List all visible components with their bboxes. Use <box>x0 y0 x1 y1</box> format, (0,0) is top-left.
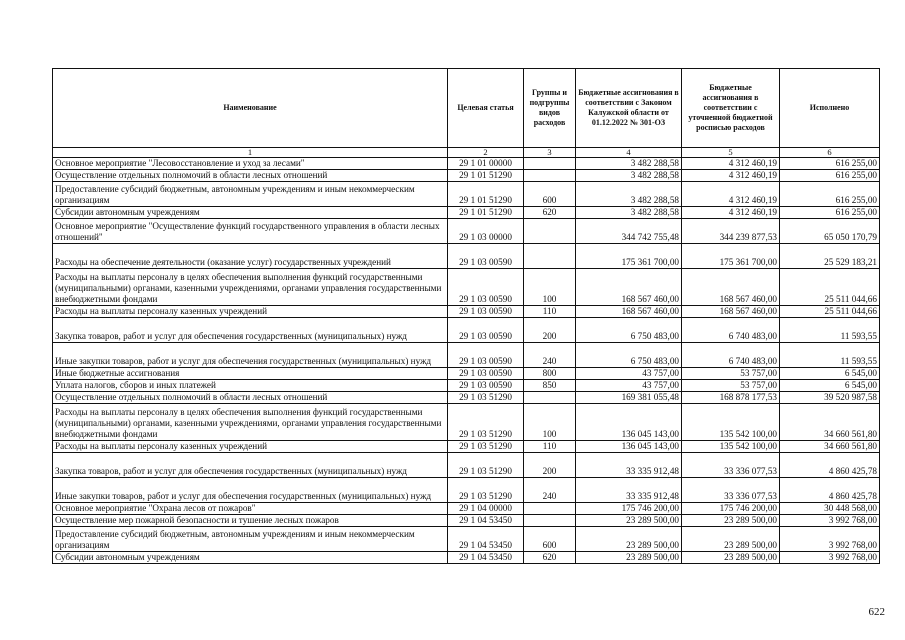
expense-group: 110 <box>524 306 576 318</box>
executed-amount: 616 255,00 <box>780 170 880 182</box>
table-row <box>53 552 880 564</box>
target-article: 29 1 03 51290 <box>448 404 524 441</box>
table-row <box>53 244 880 269</box>
law-allocation: 136 045 143,00 <box>576 404 682 441</box>
executed-amount: 39 520 987,58 <box>780 392 880 404</box>
page-number: 622 <box>868 606 885 618</box>
header-expense-groups: Группы и подгруппы видов расходов <box>524 69 576 148</box>
target-article: 29 1 03 00590 <box>448 343 524 368</box>
table-row <box>53 368 880 380</box>
expense-group: 100 <box>524 269 576 306</box>
expense-group: 800 <box>524 368 576 380</box>
header-name: Наименование <box>53 69 448 148</box>
law-allocation: 3 482 288,58 <box>576 182 682 207</box>
law-allocation: 43 757,00 <box>576 380 682 392</box>
row-name: Иные закупки товаров, работ и услуг для обеспечения государственных (муниципальных) нужд <box>53 343 448 368</box>
row-name: Основное мероприятие "Осуществление функций государственного управления в области лесных отношений" <box>53 219 448 244</box>
row-name: Осуществление отдельных полномочий в области лесных отношений <box>53 170 448 182</box>
row-name: Основное мероприятие "Охрана лесов от пожаров" <box>53 503 448 515</box>
executed-amount: 616 255,00 <box>780 158 880 170</box>
executed-amount: 3 992 768,00 <box>780 527 880 552</box>
refined-allocation: 135 542 100,00 <box>682 441 780 453</box>
refined-allocation: 23 289 500,00 <box>682 527 780 552</box>
law-allocation: 168 567 460,00 <box>576 306 682 318</box>
law-allocation: 175 361 700,00 <box>576 244 682 269</box>
executed-amount: 11 593,55 <box>780 343 880 368</box>
expense-group: 600 <box>524 527 576 552</box>
column-number: 2 <box>448 148 524 158</box>
law-allocation: 43 757,00 <box>576 368 682 380</box>
table-row <box>53 182 880 207</box>
row-name: Закупка товаров, работ и услуг для обеспечения государственных (муниципальных) нужд <box>53 318 448 343</box>
executed-amount: 34 660 561,80 <box>780 404 880 441</box>
executed-amount: 34 660 561,80 <box>780 441 880 453</box>
target-article: 29 1 03 00590 <box>448 244 524 269</box>
executed-amount: 616 255,00 <box>780 182 880 207</box>
executed-amount: 3 992 768,00 <box>780 515 880 527</box>
refined-allocation: 4 312 460,19 <box>682 170 780 182</box>
table-row <box>53 306 880 318</box>
refined-allocation: 4 312 460,19 <box>682 158 780 170</box>
law-allocation: 23 289 500,00 <box>576 515 682 527</box>
expense-group: 110 <box>524 441 576 453</box>
executed-amount: 4 860 425,78 <box>780 478 880 503</box>
target-article: 29 1 03 00590 <box>448 380 524 392</box>
table-row <box>53 219 880 244</box>
table-row <box>53 158 880 170</box>
refined-allocation: 175 361 700,00 <box>682 244 780 269</box>
law-allocation: 3 482 288,58 <box>576 207 682 219</box>
refined-allocation: 53 757,00 <box>682 380 780 392</box>
expense-group <box>524 503 576 515</box>
table-row <box>53 207 880 219</box>
target-article: 29 1 01 51290 <box>448 182 524 207</box>
table-row <box>53 515 880 527</box>
row-name: Предоставление субсидий бюджетным, автономным учреждениям и иным некоммерческим организациям <box>53 527 448 552</box>
target-article: 29 1 01 00000 <box>448 158 524 170</box>
target-article: 29 1 03 00590 <box>448 306 524 318</box>
law-allocation: 136 045 143,00 <box>576 441 682 453</box>
refined-allocation: 33 336 077,53 <box>682 453 780 478</box>
expense-group: 850 <box>524 380 576 392</box>
column-number: 3 <box>524 148 576 158</box>
table-row <box>53 380 880 392</box>
target-article: 29 1 04 53450 <box>448 515 524 527</box>
target-article: 29 1 03 51290 <box>448 478 524 503</box>
row-name: Субсидии автономным учреждениям <box>53 552 448 564</box>
law-allocation: 6 750 483,00 <box>576 343 682 368</box>
executed-amount: 6 545,00 <box>780 368 880 380</box>
law-allocation: 33 335 912,48 <box>576 478 682 503</box>
expense-group: 600 <box>524 182 576 207</box>
expense-group <box>524 158 576 170</box>
executed-amount: 6 545,00 <box>780 380 880 392</box>
target-article: 29 1 03 51290 <box>448 453 524 478</box>
column-number: 6 <box>780 148 880 158</box>
executed-amount: 65 050 170,79 <box>780 219 880 244</box>
expense-group: 620 <box>524 207 576 219</box>
header-refined-allocations: Бюджетные ассигнования в соответствии с уточненной бюджетной росписью расходов <box>682 69 780 148</box>
refined-allocation: 53 757,00 <box>682 368 780 380</box>
refined-allocation: 23 289 500,00 <box>682 552 780 564</box>
table-header-row <box>53 69 880 148</box>
expense-group: 240 <box>524 478 576 503</box>
executed-amount: 30 448 568,00 <box>780 503 880 515</box>
table-row <box>53 343 880 368</box>
refined-allocation: 6 740 483,00 <box>682 343 780 368</box>
executed-amount: 616 255,00 <box>780 207 880 219</box>
executed-amount: 4 860 425,78 <box>780 453 880 478</box>
expense-group <box>524 219 576 244</box>
expense-group: 200 <box>524 453 576 478</box>
row-name: Осуществление мер пожарной безопасности и тушение лесных пожаров <box>53 515 448 527</box>
row-name: Расходы на обеспечение деятельности (оказание услуг) государственных учреждений <box>53 244 448 269</box>
refined-allocation: 33 336 077,53 <box>682 478 780 503</box>
law-allocation: 168 567 460,00 <box>576 269 682 306</box>
table-row <box>53 527 880 552</box>
expense-group: 240 <box>524 343 576 368</box>
law-allocation: 344 742 755,48 <box>576 219 682 244</box>
row-name: Закупка товаров, работ и услуг для обеспечения государственных (муниципальных) нужд <box>53 453 448 478</box>
refined-allocation: 168 567 460,00 <box>682 269 780 306</box>
executed-amount: 25 511 044,66 <box>780 269 880 306</box>
target-article: 29 1 03 00590 <box>448 368 524 380</box>
refined-allocation: 4 312 460,19 <box>682 207 780 219</box>
refined-allocation: 6 740 483,00 <box>682 318 780 343</box>
law-allocation: 175 746 200,00 <box>576 503 682 515</box>
law-allocation: 33 335 912,48 <box>576 453 682 478</box>
target-article: 29 1 04 00000 <box>448 503 524 515</box>
table-row <box>53 392 880 404</box>
refined-allocation: 344 239 877,53 <box>682 219 780 244</box>
target-article: 29 1 01 51290 <box>448 207 524 219</box>
law-allocation: 23 289 500,00 <box>576 527 682 552</box>
refined-allocation: 168 567 460,00 <box>682 306 780 318</box>
law-allocation: 23 289 500,00 <box>576 552 682 564</box>
row-name: Иные бюджетные ассигнования <box>53 368 448 380</box>
law-allocation: 3 482 288,58 <box>576 158 682 170</box>
law-allocation: 169 381 055,48 <box>576 392 682 404</box>
refined-allocation: 168 878 177,53 <box>682 392 780 404</box>
table-row <box>53 453 880 478</box>
column-number: 1 <box>53 148 448 158</box>
row-name: Осуществление отдельных полномочий в области лесных отношений <box>53 392 448 404</box>
expense-group: 100 <box>524 404 576 441</box>
table-row <box>53 269 880 306</box>
expense-group <box>524 515 576 527</box>
law-allocation: 3 482 288,58 <box>576 170 682 182</box>
table-row <box>53 170 880 182</box>
column-number-row <box>53 148 880 158</box>
expense-group <box>524 244 576 269</box>
target-article: 29 1 04 53450 <box>448 552 524 564</box>
table-body <box>53 158 880 564</box>
refined-allocation: 175 746 200,00 <box>682 503 780 515</box>
executed-amount: 3 992 768,00 <box>780 552 880 564</box>
header-target-article: Целевая статья <box>448 69 524 148</box>
column-number: 4 <box>576 148 682 158</box>
refined-allocation: 23 289 500,00 <box>682 515 780 527</box>
table-row <box>53 478 880 503</box>
target-article: 29 1 03 00000 <box>448 219 524 244</box>
target-article: 29 1 03 51290 <box>448 441 524 453</box>
target-article: 29 1 03 00590 <box>448 318 524 343</box>
executed-amount: 11 593,55 <box>780 318 880 343</box>
refined-allocation: 4 312 460,19 <box>682 182 780 207</box>
target-article: 29 1 03 00590 <box>448 269 524 306</box>
expense-group <box>524 392 576 404</box>
expense-group: 620 <box>524 552 576 564</box>
row-name: Субсидии автономным учреждениям <box>53 207 448 219</box>
target-article: 29 1 01 51290 <box>448 170 524 182</box>
row-name: Основное мероприятие "Лесовосстановление и уход за лесами" <box>53 158 448 170</box>
refined-allocation: 135 542 100,00 <box>682 404 780 441</box>
table-row <box>53 503 880 515</box>
law-allocation: 6 750 483,00 <box>576 318 682 343</box>
row-name: Иные закупки товаров, работ и услуг для обеспечения государственных (муниципальных) нужд <box>53 478 448 503</box>
budget-table <box>52 68 880 564</box>
target-article: 29 1 04 53450 <box>448 527 524 552</box>
executed-amount: 25 511 044,66 <box>780 306 880 318</box>
row-name: Уплата налогов, сборов и иных платежей <box>53 380 448 392</box>
expense-group <box>524 170 576 182</box>
expense-group: 200 <box>524 318 576 343</box>
row-name: Расходы на выплаты персоналу в целях обеспечения выполнения функций государственными (муниципальными) органами, казенными учреждениями, органами управления государственными внебюджетными фондами <box>53 404 448 441</box>
table-row <box>53 318 880 343</box>
row-name: Предоставление субсидий бюджетным, автономным учреждениям и иным некоммерческим организациям <box>53 182 448 207</box>
header-law-allocations: Бюджетные ассигнования в соответствии с Законом Калужской области от 01.12.2022 № 301-ОЗ <box>576 69 682 148</box>
row-name: Расходы на выплаты персоналу в целях обеспечения выполнения функций государственными (муниципальными) органами, казенными учреждениями, органами управления государственными внебюджетными фондами <box>53 269 448 306</box>
column-number: 5 <box>682 148 780 158</box>
row-name: Расходы на выплаты персоналу казенных учреждений <box>53 306 448 318</box>
row-name: Расходы на выплаты персоналу казенных учреждений <box>53 441 448 453</box>
table-row <box>53 404 880 441</box>
table-row <box>53 441 880 453</box>
target-article: 29 1 03 51290 <box>448 392 524 404</box>
executed-amount: 25 529 183,21 <box>780 244 880 269</box>
header-executed: Исполнено <box>780 69 880 148</box>
